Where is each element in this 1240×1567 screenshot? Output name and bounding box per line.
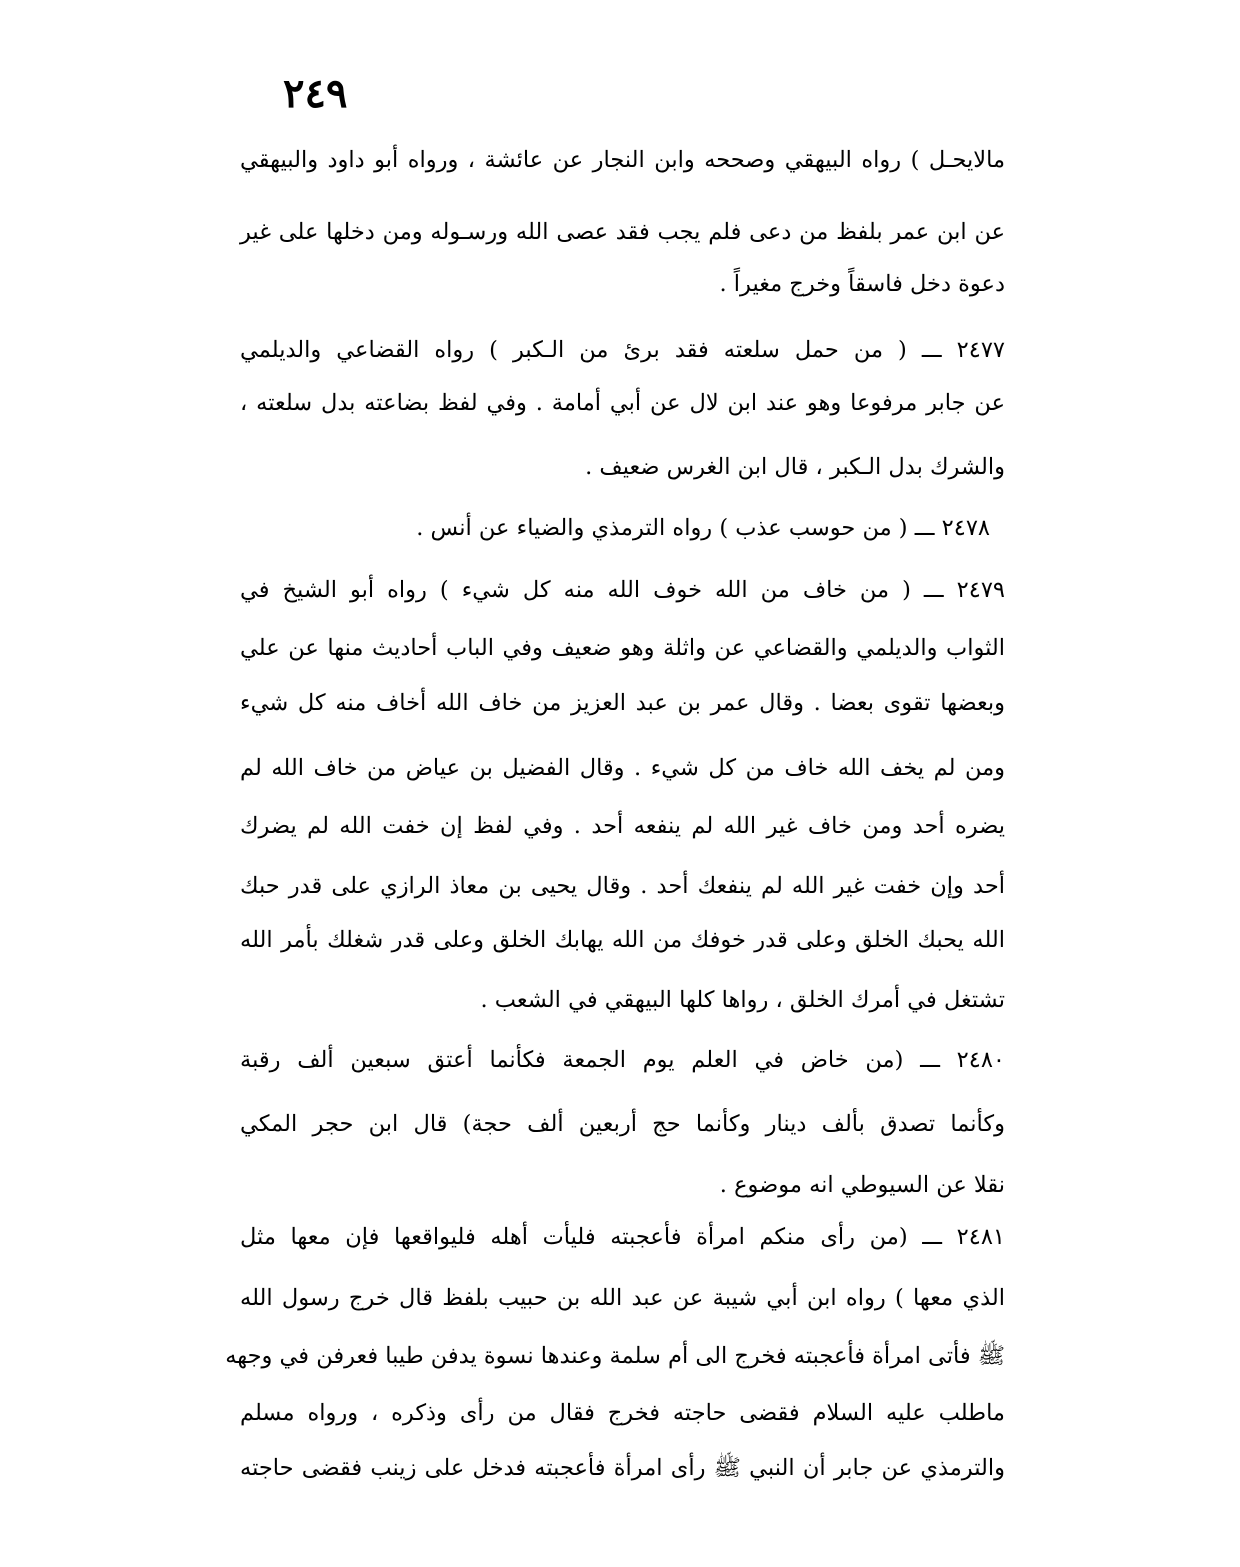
text-line: دعوة دخل فاسقاً وخرج مغيراً . bbox=[719, 271, 1005, 297]
page-number: ٢٤٩ bbox=[283, 70, 348, 117]
text-line: والترمذي عن جابر أن النبي ﷺ رأى امرأة فأعجبته فدخل على زينب فقضى حاجته bbox=[240, 1455, 1005, 1481]
text-line: ٢٤٧٧ ـــ ( من حمل سلعته فقد برئ من الـكبر ) رواه القضاعي والديلمي bbox=[240, 337, 1005, 363]
text-line: ٢٤٧٩ ـــ ( من خاف من الله خوف الله منه كل شيء ) رواه أبو الشيخ في bbox=[240, 577, 1005, 603]
text-line: ٢٤٨٠ ـــ (من خاض في العلم يوم الجمعة فكأنما أعتق سبعين ألف رقبة bbox=[240, 1047, 1005, 1073]
text-line: مالايحـل ) رواه البيهقي وصححه وابن النجار عن عائشة ، ورواه أبو داود والبيهقي bbox=[240, 147, 1005, 173]
text-line: الله يحبك الخلق وعلى قدر خوفك من الله يهابك الخلق وعلى قدر شغلك بأمر الله bbox=[240, 927, 1005, 953]
text-line: نقلا عن السيوطي انه موضوع . bbox=[719, 1172, 1005, 1198]
text-line: ٢٤٨١ ـــ (من رأى منكم امرأة فأعجبته فليأت أهله فليواقعها فإن معها مثل bbox=[240, 1224, 1005, 1250]
text-line: ماطلب عليه السلام فقضى حاجته فخرج فقال من رأى وذكره ، ورواه مسلم bbox=[240, 1400, 1005, 1426]
text-line: ﷺ فأتى امرأة فأعجبته فخرج الى أم سلمة وعندها نسوة يدفن طيبا فعرفن في وجهه bbox=[225, 1343, 1005, 1369]
text-line: ومن لم يخف الله خاف من كل شيء . وقال الفضيل بن عياض من خاف الله لم bbox=[240, 755, 1005, 781]
text-line: الثواب والديلمي والقضاعي عن واثلة وهو ضعيف وفي الباب أحاديث منها عن علي bbox=[240, 635, 1005, 661]
text-line: يضره أحد ومن خاف غير الله لم ينفعه أحد . وفي لفظ إن خفت الله لم يضرك bbox=[240, 813, 1005, 839]
text-line: والشرك بدل الـكبر ، قال ابن الغرس ضعيف . bbox=[585, 454, 1005, 480]
text-line: أحد وإن خفت غير الله لم ينفعك أحد . وقال يحيى بن معاذ الرازي على قدر حبك bbox=[240, 873, 1005, 899]
text-line: تشتغل في أمرك الخلق ، رواها كلها البيهقي في الشعب . bbox=[480, 987, 1005, 1013]
text-line: عن جابر مرفوعا وهو عند ابن لال عن أبي أمامة . وفي لفظ بضاعته بدل سلعته ، bbox=[240, 390, 1005, 416]
text-line: الذي معها ) رواه ابن أبي شيبة عن عبد الله بن حبيب بلفظ قال خرج رسول الله bbox=[240, 1285, 1005, 1311]
text-line: وكأنما تصدق بألف دينار وكأنما حج أربعين ألف حجة) قال ابن حجر المكي bbox=[240, 1111, 1005, 1137]
text-line: عن ابن عمر بلفظ من دعى فلم يجب فقد عصى الله ورسـوله ومن دخلها على غير bbox=[240, 219, 1005, 245]
text-line: ٢٤٧٨ ـــ ( من حوسب عذب ) رواه الترمذي والضياء عن أنس . bbox=[416, 515, 990, 541]
text-line: وبعضها تقوى بعضا . وقال عمر بن عبد العزيز من خاف الله أخاف منه كل شيء bbox=[240, 690, 1005, 716]
